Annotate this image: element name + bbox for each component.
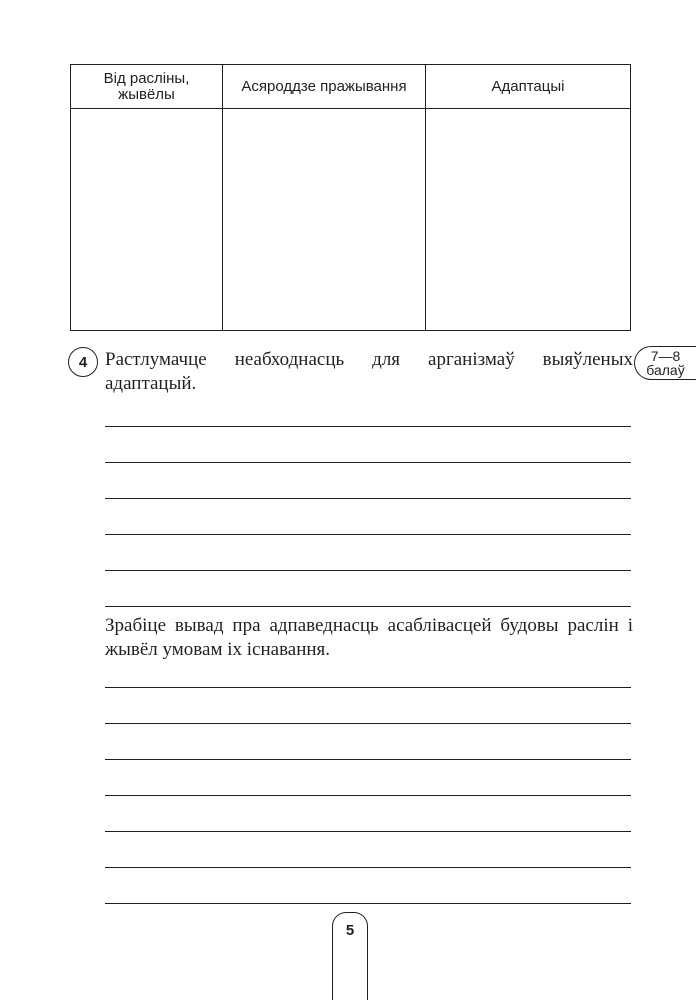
answer-line[interactable] (105, 687, 631, 688)
points-range: 7—8 (650, 348, 681, 364)
answer-line[interactable] (105, 534, 631, 535)
page-number: 5 (332, 912, 368, 1000)
cell-adaptations[interactable] (426, 109, 631, 331)
cell-habitat[interactable] (223, 109, 426, 331)
points-unit: балаў (646, 362, 685, 378)
answer-line[interactable] (105, 795, 631, 796)
header-organism: Від расліны, жывёлы (71, 65, 223, 109)
answer-line[interactable] (105, 462, 631, 463)
answer-line[interactable] (105, 498, 631, 499)
table-header-row (71, 65, 631, 109)
answer-line[interactable] (105, 831, 631, 832)
answer-line[interactable] (105, 759, 631, 760)
answer-line[interactable] (105, 903, 631, 904)
table-row (71, 109, 631, 331)
answer-line[interactable] (105, 867, 631, 868)
task-4-text: Растлумачце неабходнасць для арганізмаў выяўленых адаптацый. (105, 349, 633, 394)
points-badge (634, 346, 696, 380)
answer-line[interactable] (105, 570, 631, 571)
header-adaptations: Адаптацыі (426, 65, 631, 109)
task-number-badge: 4 (68, 347, 98, 377)
answer-line[interactable] (105, 426, 631, 427)
answer-line[interactable] (105, 606, 631, 607)
answer-line[interactable] (105, 723, 631, 724)
answer-table (70, 64, 631, 331)
conclusion-text: Зрабіце вывад пра адпаведнасць асаблівасцей будовы раслін і жывёл умовам іх існавання. (105, 615, 633, 660)
cell-organism[interactable] (71, 109, 223, 331)
header-habitat: Асяроддзе пражывання (223, 65, 426, 109)
